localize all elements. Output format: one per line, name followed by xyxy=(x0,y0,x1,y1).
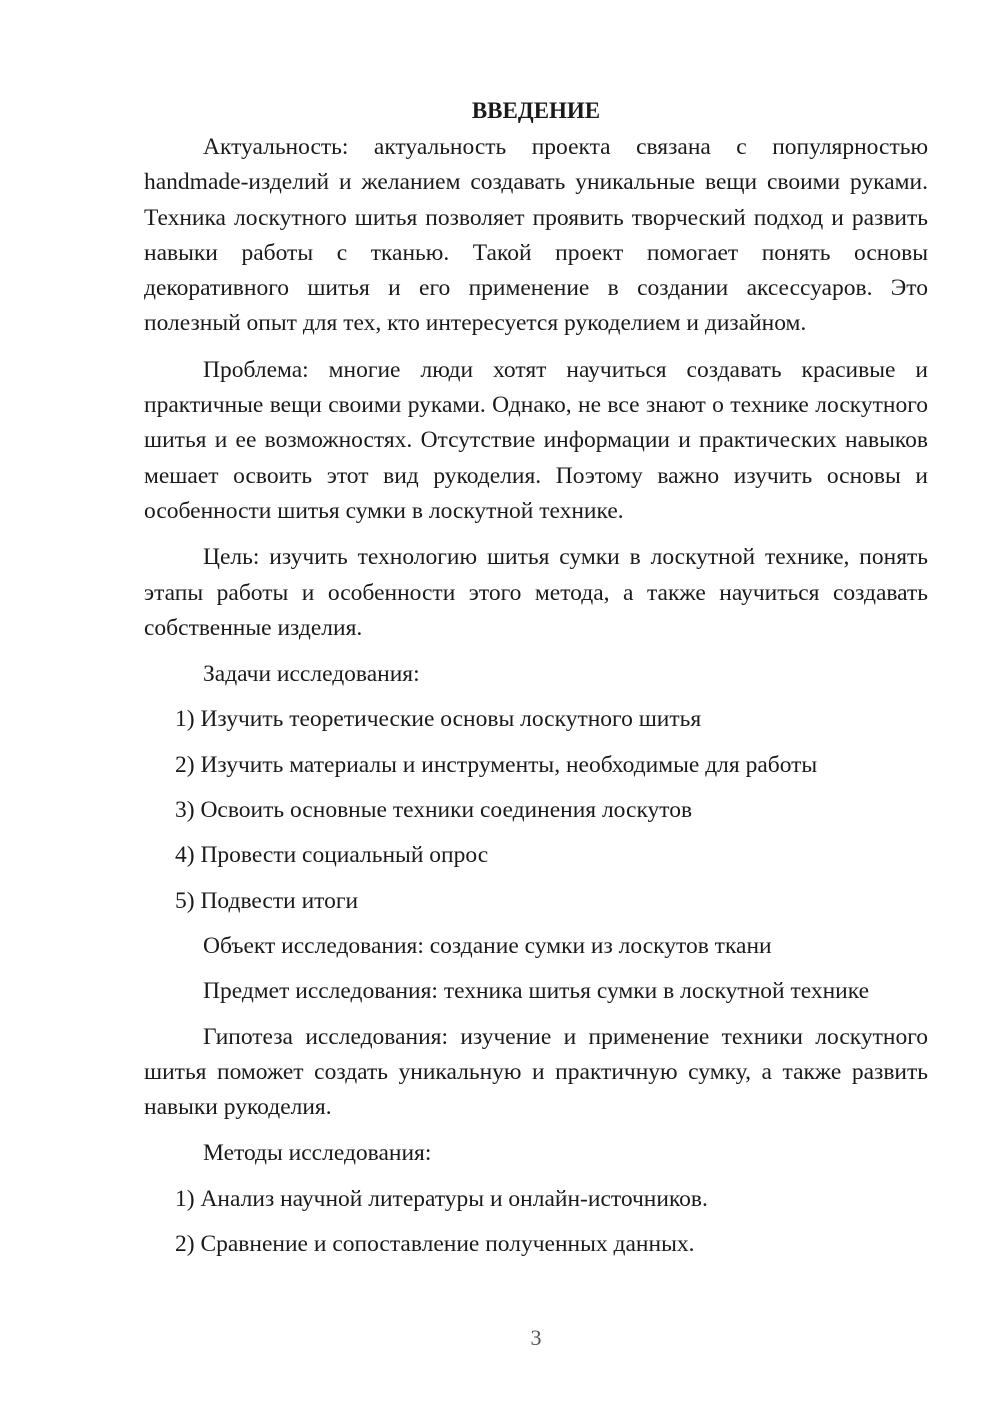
method-item: 1) Анализ научной литературы и онлайн-источников. xyxy=(175,1185,708,1212)
relevance-paragraph: Актуальность: актуальность проекта связана с популярностью handmade-изделий и желанием создавать уникальные вещи своими руками. Техника лоскутного шитья позволяет проявить творческий подход и развить навыки работы с тканью. Такой проект помогает понять основы декоративного шитья и его применение в создании аксессуаров. Это полезный опыт для тех, кто интересуется рукоделием и дизайном. xyxy=(144,134,928,337)
research-subject: Предмет исследования: техника шитья сумки в лоскутной технике xyxy=(203,978,870,1005)
tasks-heading: Задачи исследования: xyxy=(203,661,420,688)
page-content xyxy=(144,92,928,1272)
task-item: 2) Изучить материалы и инструменты, необходимые для работы xyxy=(175,751,818,778)
research-object: Объект исследования: создание сумки из лоскутов ткани xyxy=(203,932,772,959)
task-item: 5) Подвести итоги xyxy=(175,887,359,914)
method-item: 2) Сравнение и сопоставление полученных данных. xyxy=(175,1231,695,1258)
goal-paragraph: Цель: изучить технологию шитья сумки в лоскутной технике, понять этапы работы и особенности этого метода, а также научиться создавать собственные изделия. xyxy=(144,544,928,641)
task-item: 3) Освоить основные техники соединения лоскутов xyxy=(175,797,693,824)
problem-paragraph: Проблема: многие люди хотят научиться создавать красивые и практичные вещи своими руками. Однако, не все знают о технике лоскутного шитья и ее возможностях. Отсутствие информации и практических навыков мешает освоить этот вид рукоделия. Поэтому важно изучить основы и особенности шитья сумки в лоскутной технике. xyxy=(144,356,928,524)
hypothesis-paragraph: Гипотеза исследования: изучение и применение техники лоскутного шитья поможет создать уникальную и практичную сумку, а также развить навыки рукоделия. xyxy=(144,1023,928,1121)
task-item: 4) Провести социальный опрос xyxy=(175,842,489,869)
page-number: 3 xyxy=(530,1325,542,1350)
page-title: ВВЕДЕНИЕ xyxy=(471,98,601,123)
task-item: 1) Изучить теоретические основы лоскутного шитья xyxy=(175,706,702,733)
methods-heading: Методы исследования: xyxy=(203,1140,432,1167)
